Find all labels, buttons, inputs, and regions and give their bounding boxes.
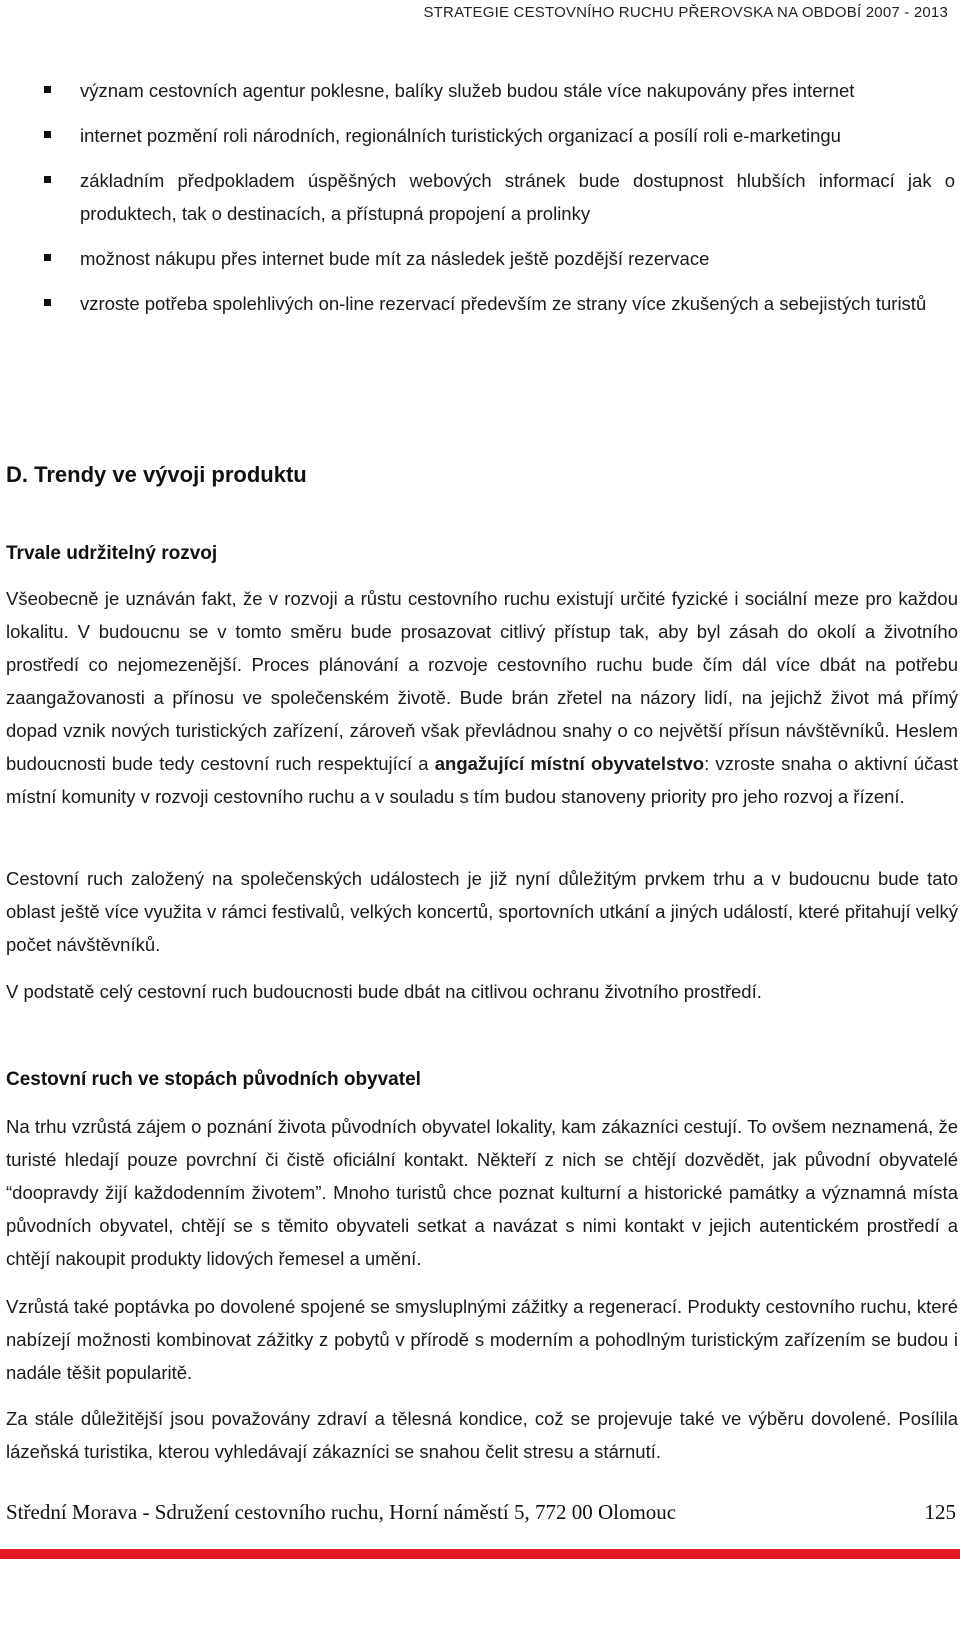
subsection-heading: Trvale udržitelný rozvoj [6, 543, 218, 564]
bold-phrase: angažující místní obyvatelstvo [434, 753, 705, 774]
square-bullet-icon [44, 176, 51, 183]
paragraph: Na trhu vzrůstá zájem o poznání života původních obyvatel lokality, kam zákazníci cestují. To ovšem neznamená, že turisté hledají pouze povrchní či čistě oficiální kontakt. Někteří z nich se chtějí dozvědět, jak původní obyvatelé “doopravdy žijí každodenním životem”. Mnoho turistů chce poznat kulturní a historické památky a významná místa původních obyvatel, chtějí se s těmito obyvateli setkat a navázat s nimi kontakt v jejich autentickém prostředí a chtějí nakoupit produkty lidových řemesel a umění. [6, 1116, 958, 1269]
bullet-text: možnost nákupu přes internet bude mít za následek ještě pozdější rezervace [80, 248, 710, 269]
bullet-text: základním předpokladem úspěšných webových stránek bude dostupnost hlubších informací jak o produktech, tak o destinacích, a přístupná propojení a prolinky [80, 170, 955, 224]
bullet-text: internet pozmění roli národních, regionálních turistických organizací a posílí roli e-marketingu [80, 125, 841, 146]
paragraph: V podstatě celý cestovní ruch budoucnosti bude dbát na citlivou ochranu životního prostředí. [6, 981, 762, 1002]
bullet-item [0, 74, 960, 107]
paragraph-text: Všeobecně je uznáván fakt, že v rozvoji a růstu cestovního ruchu existují určité fyzické i sociální meze pro každou lokalitu. V budoucnu se v tomto směru bude prosazovat citlivý přístup tak, aby byl zásah do okolí a životního prostředí co nejomezenější. Proces plánování a rozvoje cestovního ruchu bude čím dál více dbát na potřebu zaangažovanosti a přínosu ve společenském životě. Bude brán zřetel na názory lidí, na jejichž život má přímý dopad vznik nových turistických zařízení, zároveň však převládnou snahy o co největší přísun návštěvníků. Heslem budoucnosti bude tedy cestovní ruch respektující a [6, 588, 958, 774]
square-bullet-icon [44, 86, 51, 93]
bullet-item [0, 287, 960, 320]
running-header: STRATEGIE CESTOVNÍHO RUCHU PŘEROVSKA NA OBDOBÍ 2007 - 2013 [423, 4, 948, 21]
section-heading: D. Trendy ve vývoji produktu [6, 462, 307, 487]
footer-address: Střední Morava - Sdružení cestovního ruchu, Horní náměstí 5, 772 00 Olomouc [6, 1500, 677, 1524]
footer-rule [0, 1549, 960, 1559]
paragraph [6, 582, 958, 813]
square-bullet-icon [44, 131, 51, 138]
bullet-text: význam cestovních agentur poklesne, balíky služeb budou stále více nakupovány přes internet [80, 80, 855, 101]
page-number: 125 [924, 1500, 956, 1524]
square-bullet-icon [44, 254, 51, 261]
bullet-text: vzroste potřeba spolehlivých on-line rezervací především ze strany více zkušených a sebejistých turistů [80, 293, 927, 314]
bullet-list [0, 74, 960, 332]
paragraph: Za stále důležitější jsou považovány zdraví a tělesná kondice, což se projevuje také ve výběru dovolené. Posílila lázeňská turistika, kterou vyhledávají zákazníci se snahou čelit stresu a stárnutí. [6, 1408, 958, 1462]
square-bullet-icon [44, 299, 51, 306]
paragraph-text: : vzroste snaha o aktivní účast místní komunity v rozvoji cestovního ruchu a v souladu s tím budou stanoveny priority pro jeho rozvoj a řízení. [6, 753, 958, 807]
subsection-heading: Cestovní ruch ve stopách původních obyvatel [6, 1069, 421, 1090]
bullet-item [0, 242, 960, 275]
paragraph: Cestovní ruch založený na společenských událostech je již nyní důležitým prvkem trhu a v budoucnu bude tato oblast ještě více využita v rámci festivalů, velkých koncertů, sportovních utkání a jiných událostí, které přitahují velký počet návštěvníků. [6, 868, 958, 955]
footer [6, 1500, 956, 1525]
bullet-item [0, 119, 960, 152]
bullet-item [0, 164, 960, 230]
paragraph: Vzrůstá také poptávka po dovolené spojené se smysluplnými zážitky a regenerací. Produkty cestovního ruchu, které nabízejí možnosti kombinovat zážitky z pobytů v přírodě s moderním a pohodlným turistickým zařízením se budou i nadále těšit popularitě. [6, 1296, 958, 1383]
